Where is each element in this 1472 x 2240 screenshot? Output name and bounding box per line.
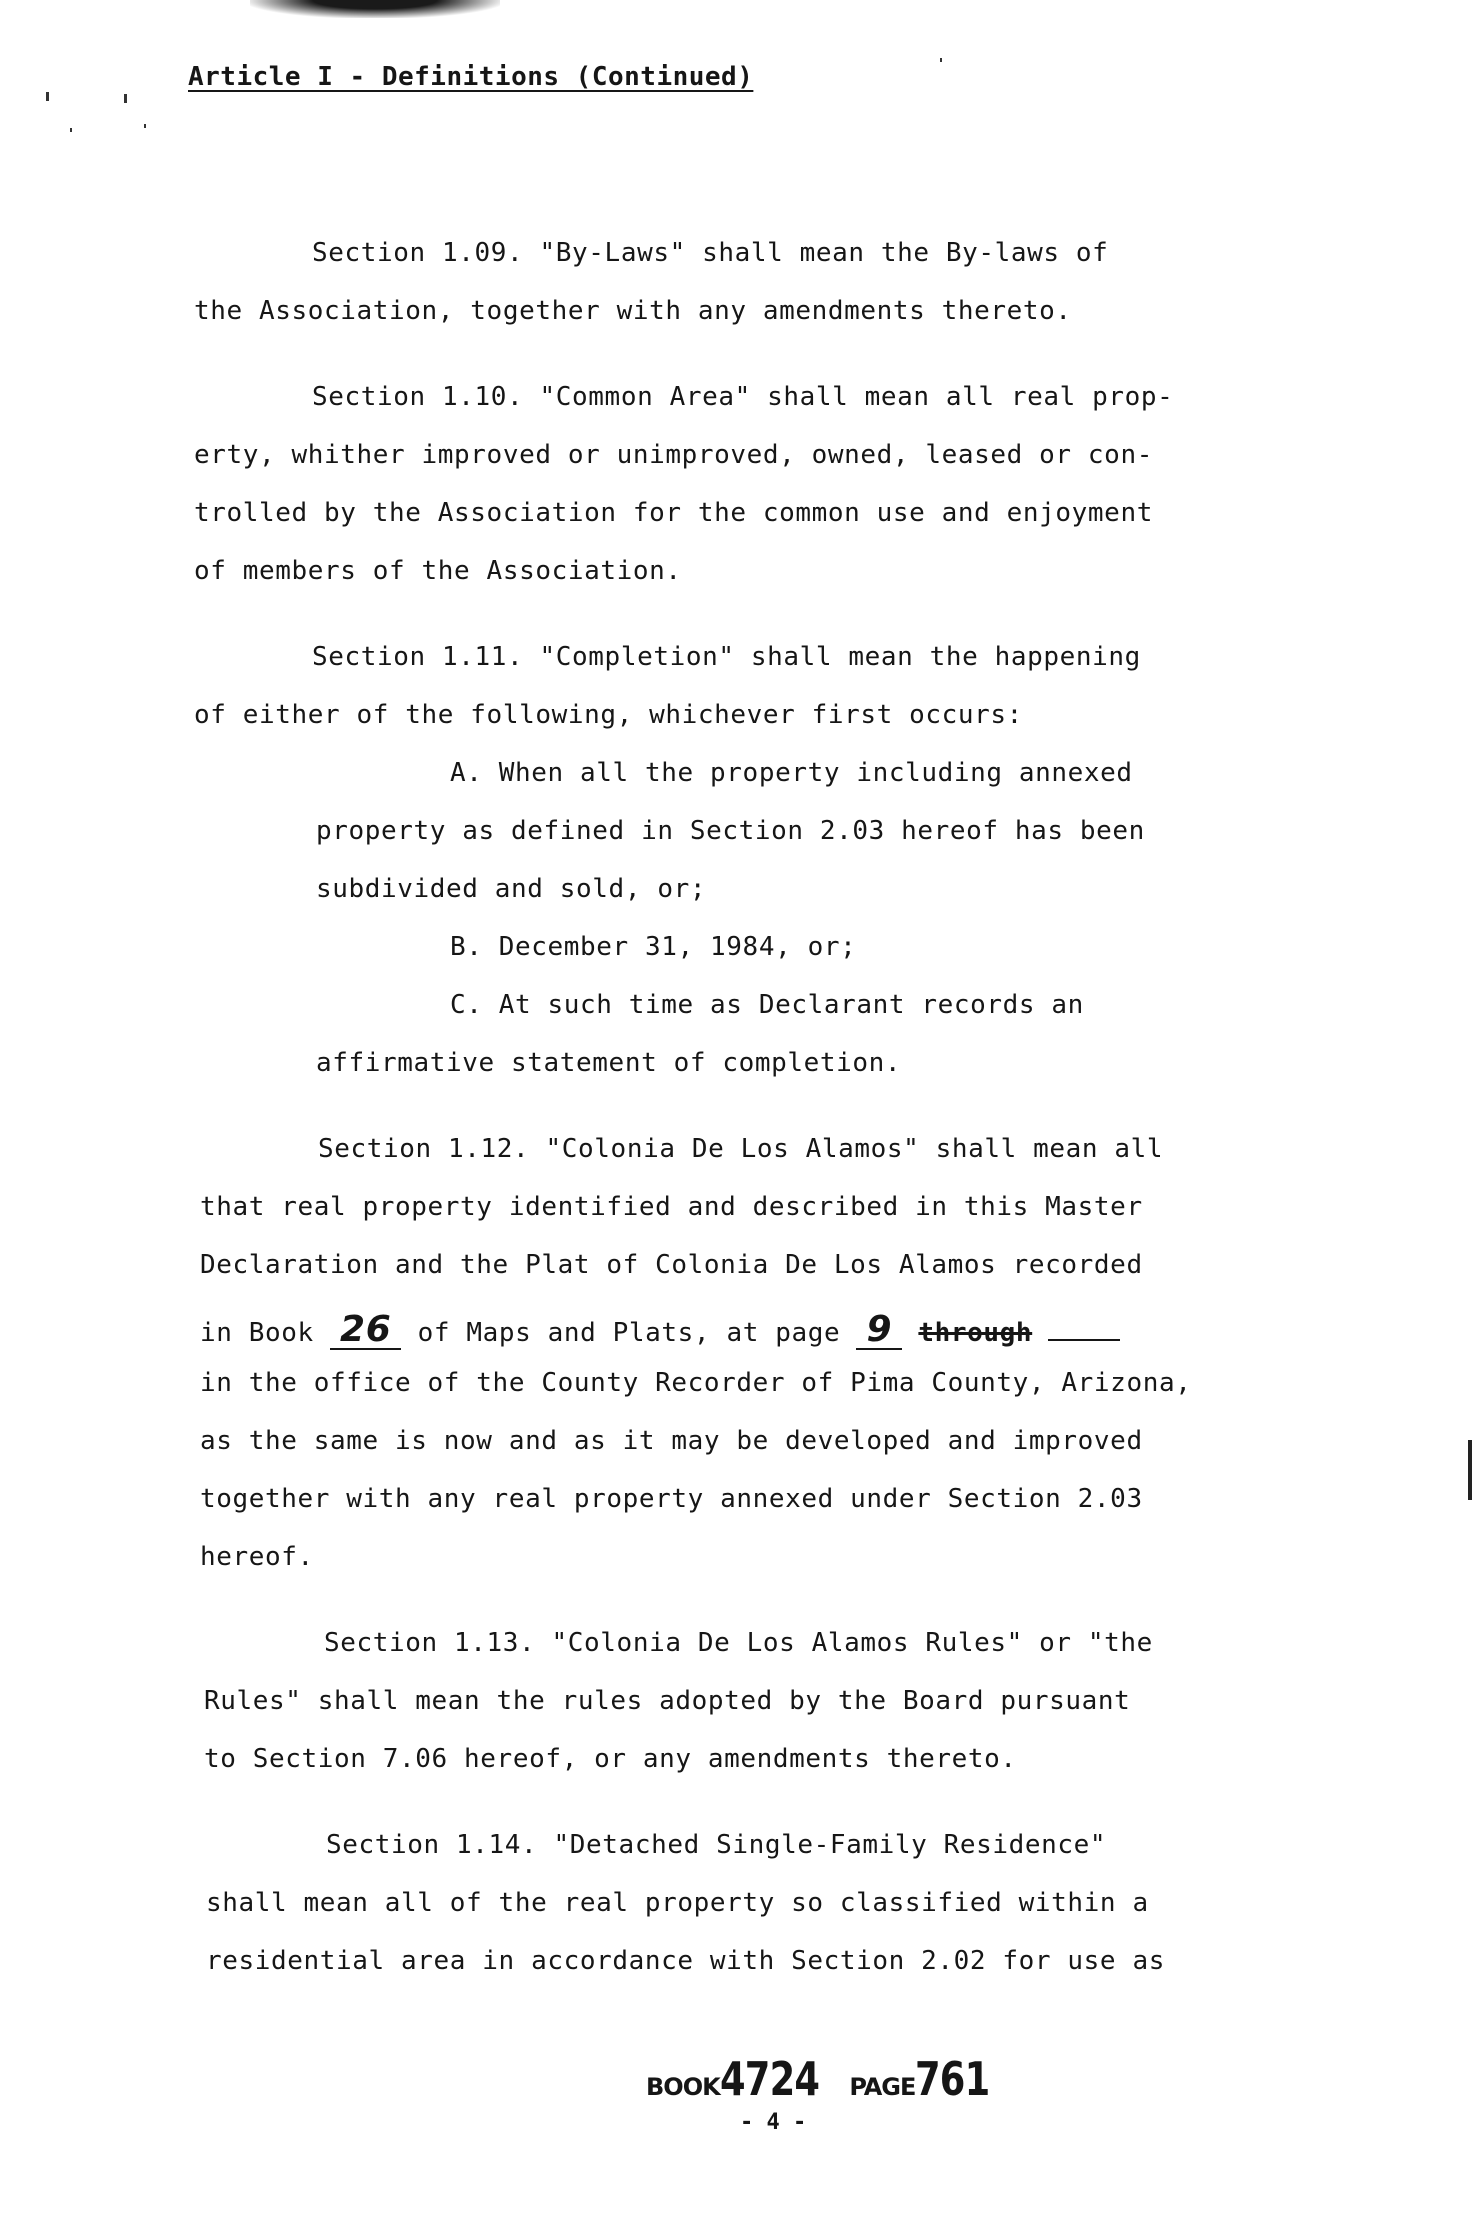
book-middle-text: of Maps and Plats, at page xyxy=(417,1318,841,1348)
handwritten-book-number: 26 xyxy=(330,1312,401,1350)
text-line: of either of the following, whichever first occurs: xyxy=(194,700,1023,730)
page-number: - 4 - xyxy=(740,2110,807,2135)
text-line: in the office of the County Recorder of Pima County, Arizona, xyxy=(200,1368,1192,1398)
article-header: Article I - Definitions (Continued) xyxy=(188,62,754,92)
text-line: Section 1.10. "Common Area" shall mean all real prop- xyxy=(312,382,1174,412)
text-line: of members of the Association. xyxy=(194,556,682,586)
text-line: to Section 7.06 hereof, or any amendments thereto. xyxy=(204,1744,1017,1774)
text-line: Declaration and the Plat of Colonia De Los Alamos recorded xyxy=(200,1250,1143,1280)
blank-line xyxy=(1048,1339,1120,1341)
text-line: Section 1.11. "Completion" shall mean the happening xyxy=(312,642,1141,672)
book-number: 4724 xyxy=(719,2052,819,2106)
scan-edge-mark xyxy=(1468,1440,1472,1500)
text-line: A. When all the property including annexed xyxy=(450,758,1133,788)
text-line: as the same is now and as it may be developed and improved xyxy=(200,1426,1143,1456)
text-line: residential area in accordance with Section 2.02 for use as xyxy=(206,1946,1165,1976)
text-line: shall mean all of the real property so classified within a xyxy=(206,1888,1149,1918)
text-line: property as defined in Section 2.03 hereof has been xyxy=(316,816,1145,846)
text-line: Section 1.12. "Colonia De Los Alamos" shall mean all xyxy=(318,1134,1164,1164)
text-line: the Association, together with any amendments thereto. xyxy=(194,296,1072,326)
text-line: erty, whither improved or unimproved, owned, leased or con- xyxy=(194,440,1153,470)
text-line: B. December 31, 1984, or; xyxy=(450,932,857,962)
text-line: hereof. xyxy=(200,1542,314,1572)
text-line: subdivided and sold, or; xyxy=(316,874,707,904)
text-line: affirmative statement of completion. xyxy=(316,1048,902,1078)
book-reference-line xyxy=(200,1309,1120,1350)
text-line: trolled by the Association for the common use and enjoyment xyxy=(194,498,1153,528)
book-label: BOOK xyxy=(646,2073,720,2101)
text-line: C. At such time as Declarant records an xyxy=(450,990,1084,1020)
text-line: that real property identified and described in this Master xyxy=(200,1192,1143,1222)
page-number-stamp: 761 xyxy=(915,2052,990,2106)
text-line: Section 1.14. "Detached Single-Family Residence" xyxy=(326,1830,1107,1860)
page-label: PAGE xyxy=(849,2073,916,2101)
text-line: together with any real property annexed under Section 2.03 xyxy=(200,1484,1143,1514)
scan-smudge xyxy=(250,0,500,18)
recording-stamp xyxy=(646,2052,1008,2106)
text-line: Section 1.09. "By-Laws" shall mean the By-laws of xyxy=(312,238,1109,268)
book-prefix: in Book xyxy=(200,1318,314,1348)
text-line: Section 1.13. "Colonia De Los Alamos Rules" or "the xyxy=(324,1628,1153,1658)
struck-through-word: through xyxy=(918,1318,1033,1348)
text-line: Rules" shall mean the rules adopted by the Board pursuant xyxy=(204,1686,1131,1716)
handwritten-page-number: 9 xyxy=(856,1312,902,1350)
